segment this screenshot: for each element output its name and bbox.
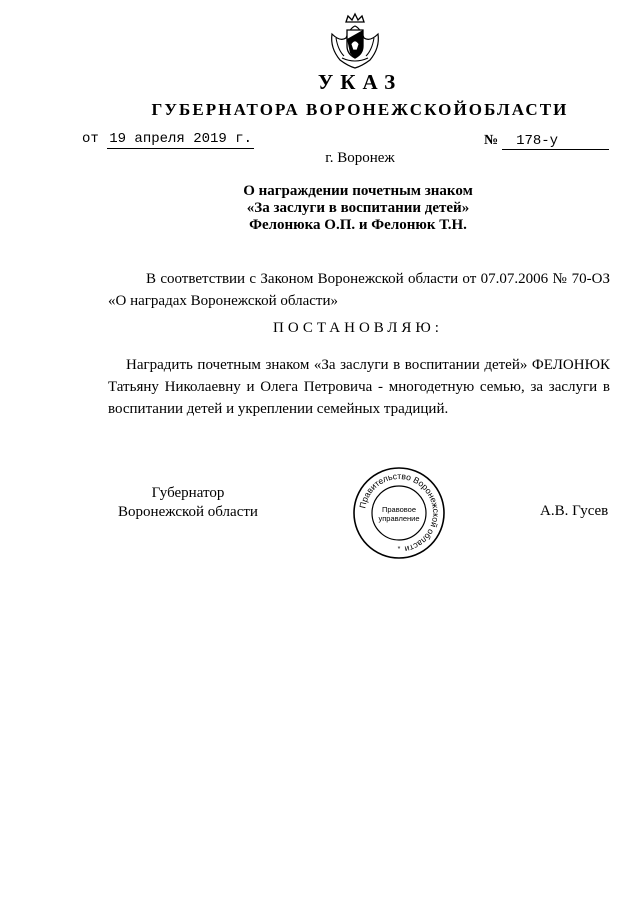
stamp-ring-text: Правительство Воронежской области xyxy=(357,470,442,555)
subject-line-1: О награждении почетным знаком xyxy=(243,183,473,199)
city-label: г. Воронеж xyxy=(325,150,395,166)
signatory-title-line-2: Воронежской области xyxy=(118,504,258,520)
preamble-paragraph: В соответствии с Законом Воронежской области от 07.07.2006 № 70-ОЗ «О наградах Воронежской области» xyxy=(108,271,610,309)
document-type-title: УКАЗ xyxy=(317,70,403,94)
number-block xyxy=(484,133,609,150)
document-date: 19 апреля 2019 г. xyxy=(109,131,253,147)
date-prefix: от xyxy=(82,131,99,147)
subject-line-3: Фелонюка О.П. и Фелонюк Т.Н. xyxy=(249,217,467,233)
document-number: 178-у xyxy=(502,133,609,150)
award-paragraph: Наградить почетным знаком «За заслуги в воспитании детей» ФЕЛОНЮК Татьяну Николаевну и Олега Петровича - многодетную семью, за заслуги в воспитании детей и укреплении семейных традиций. xyxy=(108,357,610,417)
stamp-seal xyxy=(352,466,446,560)
signatory-name: А.В. Гусев xyxy=(540,503,609,519)
stamp-star: * xyxy=(397,546,401,553)
coat-of-arms-icon xyxy=(326,12,384,70)
signatory-title-line-1: Губернатор xyxy=(151,485,225,501)
resolve-heading: ПОСТАНОВЛЯЮ: xyxy=(273,320,443,336)
subject-line-2: «За заслуги в воспитании детей» xyxy=(246,200,470,216)
signatory-title xyxy=(108,484,268,522)
number-sign: № xyxy=(484,133,499,148)
stamp-center-line-1: Правовое xyxy=(381,505,417,514)
document-subject xyxy=(0,183,640,234)
issuer-title: ГУБЕРНАТОРА ВОРОНЕЖСКОЙОБЛАСТИ xyxy=(151,100,569,119)
stamp-center-line-2: управление xyxy=(378,514,420,523)
date-line xyxy=(82,131,254,149)
